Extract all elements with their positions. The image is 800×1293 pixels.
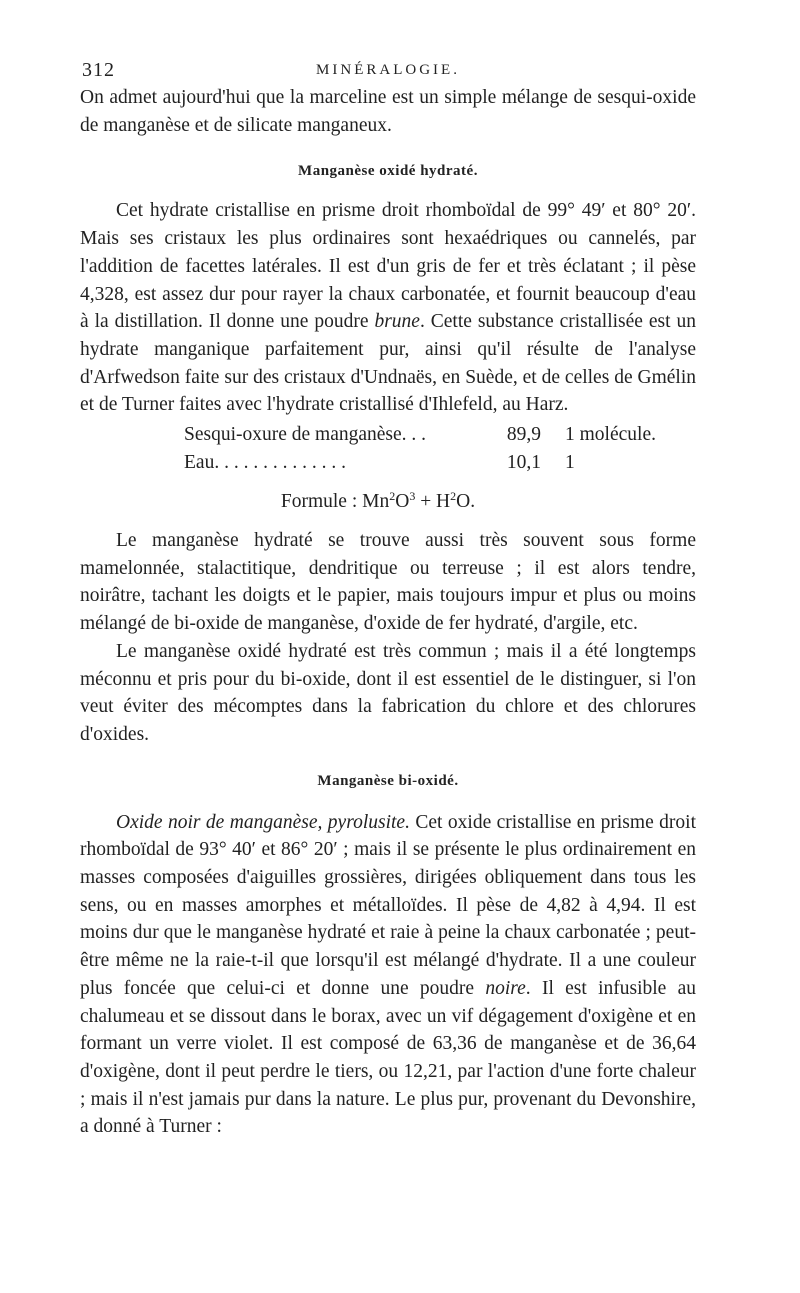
italic-term: noire — [485, 977, 526, 999]
component-label: Sesqui-oxure de manganèse. . . — [184, 424, 427, 446]
bioxide-paragraph — [80, 809, 696, 1141]
italic-term: brune — [374, 311, 420, 333]
text-run: Cet hydrate cristallise en prisme droit rhomboïdal de 99° 49′ et 80° 20′. Mais ses cristaux les plus ordinaires sont hexaédriques ou cannelés, par l'addition de facettes latérales. Il est d'un gris de fer et très éclatant ; il pèse 4,328, est assez dur pour rayer la chaux carbonatée, et fournit beaucoup d'eau à la distillation. Il donne une poudre — [80, 200, 696, 333]
chemical-formula — [80, 489, 696, 513]
formula-text: + H — [415, 491, 451, 513]
text-run: Cet oxide cristallise en prisme droit rhomboïdal de 93° 40′ et 86° 20′ ; mais il se présente le plus ordinairement en masses composées d'aiguilles grossières, dirigées obliquement dans tous les sens, ou en masses amorphes et métalloïdes. Il pèse de 4,82 à 4,94. Il est moins dur que le manganèse hydraté et raie à peine la chaux carbonatée ; peut-être même ne la raie-t-il que lorsqu'il est mélangé d'hydrate. Il a une couleur plus foncée que celui-ci et donne une poudre — [80, 811, 696, 999]
page-number: 312 — [82, 59, 115, 81]
component-value: 89,9 — [506, 424, 541, 446]
running-title: MINÉRALOGIE. — [316, 62, 460, 78]
formula-text: O. — [456, 491, 476, 513]
hydrate-paragraph-2: Le manganèse hydraté se trouve aussi très souvent sous forme mamelonnée, stalactitique, dendritique ou terreuse ; il est alors tendre, noirâtre, tachant les doigts et le papier, mais toujours impur et plus ou moins mélangé de bi-oxide de manganèse, d'oxide de fer hydraté, d'argile, etc. — [80, 530, 696, 635]
text-run: . Cette substance cristallisée est un hydrate manganique parfaitement pur, ainsi qu'il résulte de l'analyse d'Arfwedson faite sur des cristaux d'Undnaës, en Suède, et de celles de Gmélin et de Turner faites avec l'hydrate cristallisé d'Ihlefeld, au Harz. — [80, 311, 696, 416]
running-head — [80, 56, 696, 84]
component-value: 10,1 — [506, 452, 541, 474]
hydrate-paragraph-1 — [80, 197, 696, 419]
component-label: Eau. . . . . . . . . . . . . . — [184, 452, 346, 474]
formula-superscript: 2 — [389, 489, 396, 504]
italic-term: Oxide noir de manganèse, pyrolusite. — [116, 811, 410, 833]
formula-superscript: 2 — [450, 489, 457, 504]
section-heading-bioxide: Manganèse bi-oxidé. — [317, 772, 459, 789]
component-molecules: 1 molécule. — [565, 424, 656, 446]
formula-superscript: 3 — [409, 489, 416, 504]
text-column — [80, 56, 696, 1141]
component-molecules: 1 — [565, 452, 575, 474]
formula-text: Formule : Mn — [280, 491, 390, 513]
section-heading-hydrate: Manganèse oxidé hydraté. — [298, 163, 478, 180]
text-run: . Il est infusible au chalumeau et se dissout dans le borax, avec un vif dégagement d'oxigène et en formant un verre violet. Il est composé de 63,36 de manganèse et de 36,64 d'oxigène, dont il peut perdre le tiers, ou 12,21, par l'action d'une forte chaleur ; mais il n'est jamais pur dans la nature. Le plus pur, provenant du Devonshire, a donné à Turner : — [80, 977, 696, 1138]
composition-row — [184, 449, 696, 477]
intro-paragraph: On admet aujourd'hui que la marceline est un simple mélange de sesqui-oxide de manganèse et de silicate manganeux. — [80, 87, 696, 136]
composition-table — [184, 421, 696, 477]
formula-text: O — [395, 491, 410, 513]
hydrate-paragraph-3: Le manganèse oxidé hydraté est très commun ; mais il a été longtemps méconnu et pris pour du bi-oxide, dont il est essentiel de le distinguer, si l'on veut éviter des mécomptes dans la fabrication du chlore et des chlorures d'oxides. — [80, 640, 696, 745]
composition-row — [184, 421, 696, 449]
